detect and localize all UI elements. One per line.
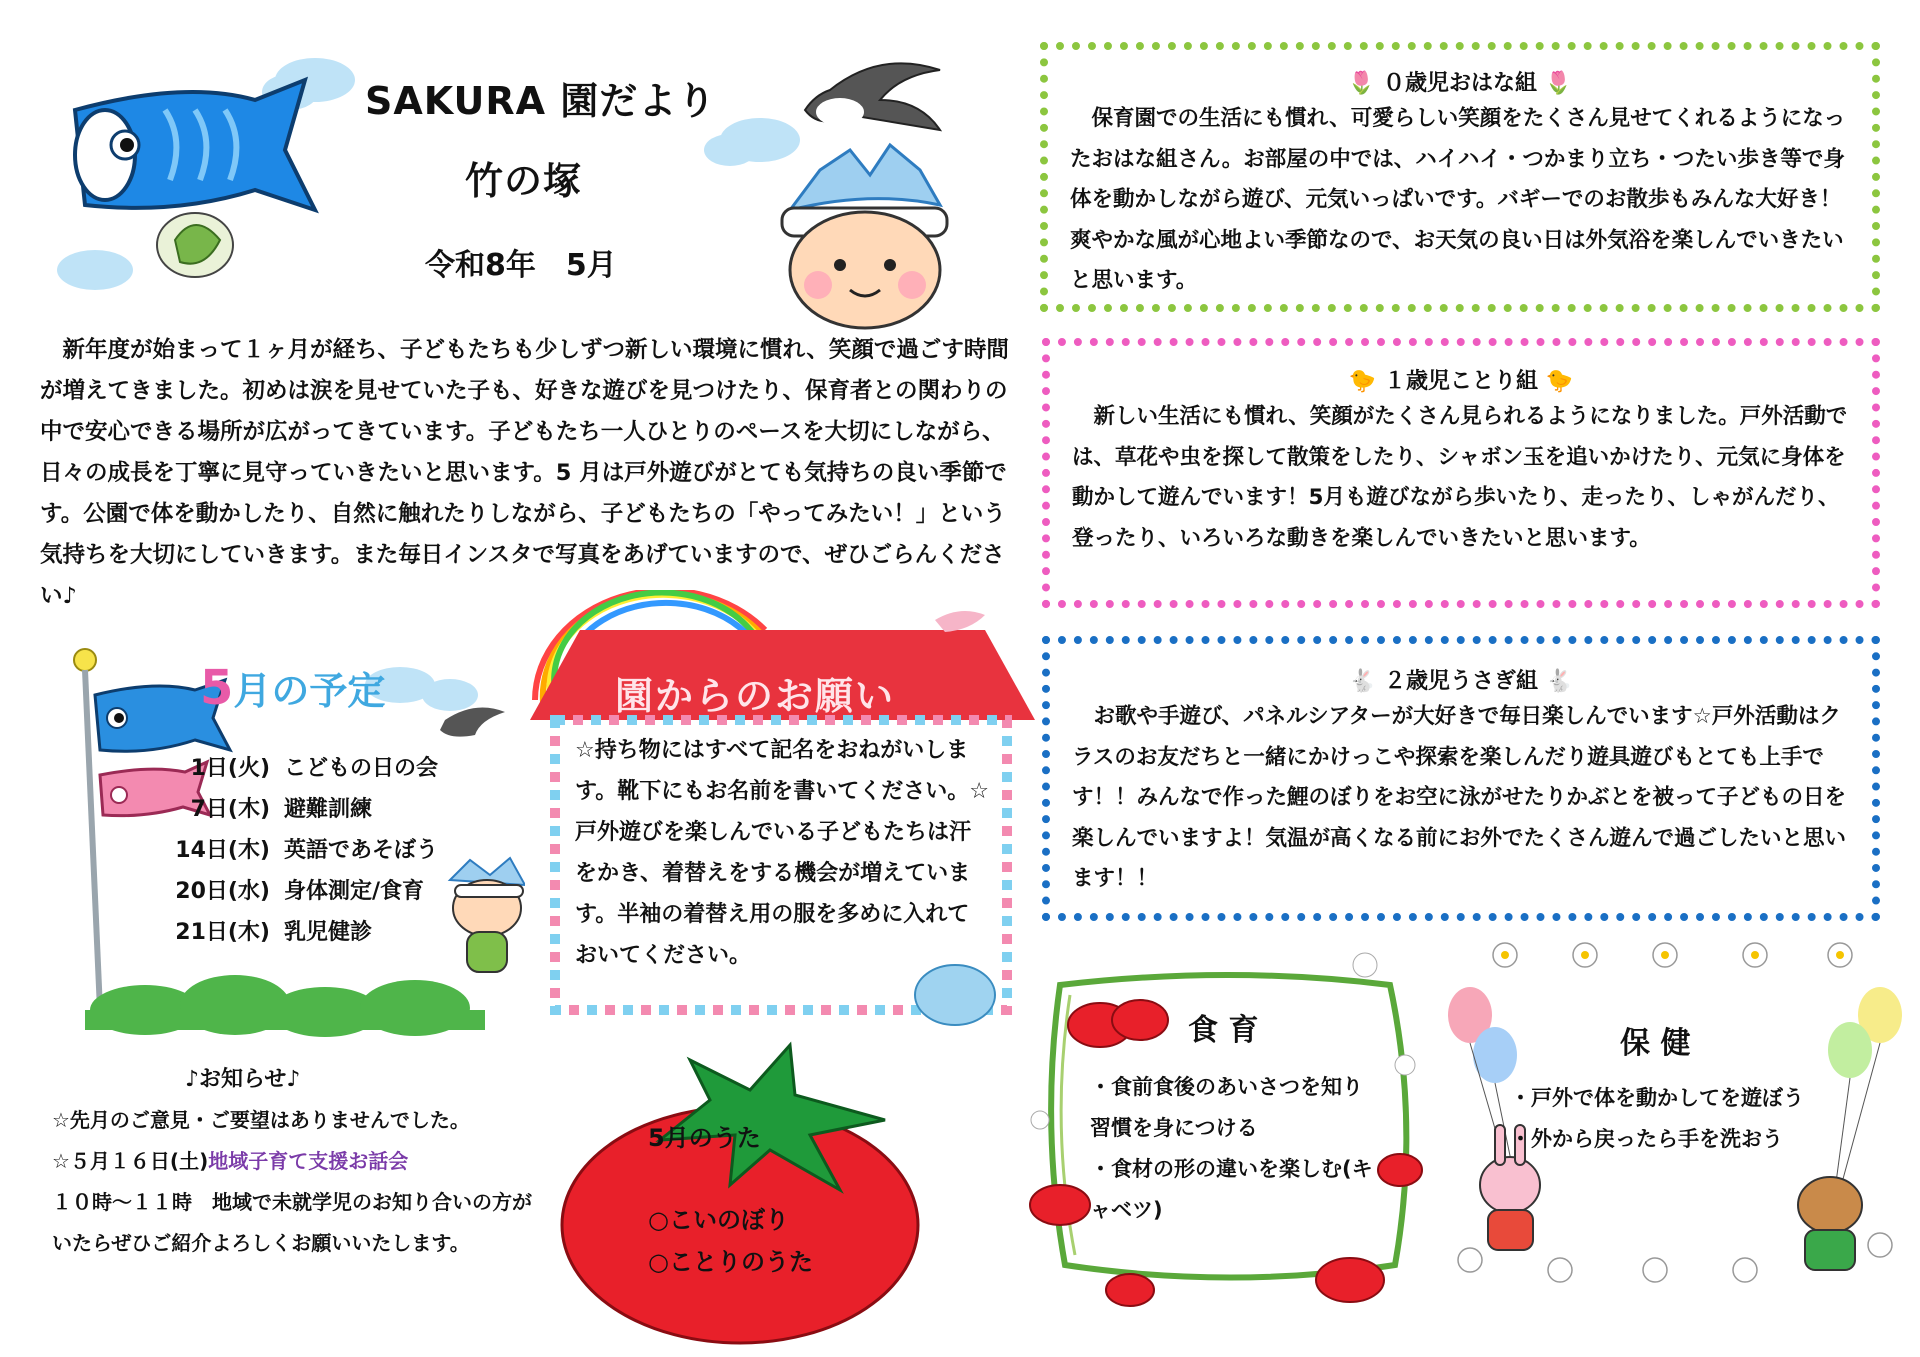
rabbit-icon: 🐇 [1348, 669, 1377, 694]
shokuiku-item-2: ・食材の形の違いを楽しむ(キャベツ) [1090, 1157, 1373, 1222]
schedule-event: 避難訓練 [284, 797, 373, 822]
schedule-date: 7日(木) [190, 797, 270, 822]
class2-text: お歌や手遊び、パネルシアターが大好きで毎日楽しんでいます☆戸外活動はクラスのお友だちと一緒にかけっこや探索を楽しんだり遊具遊びもとても上手です！！みんなで作った鯉のぼりをお空に泳がせたりかぶとを被って子どもの日を楽しんでいますよ！気温が高くなる前にお外でたくさん遊んで過ごしたいと思います！！ [1072, 704, 1847, 891]
school-name: 竹の塚 [465, 159, 583, 203]
class2-title: ２歳児うさぎ組 [1383, 669, 1538, 694]
news-event-date: ☆５月１６日(土) [52, 1149, 209, 1173]
chick-icon: 🐤 [1545, 369, 1574, 394]
schedule-list [150, 748, 438, 953]
song-item-2: ○ことりのうた [648, 1248, 813, 1276]
schedule-row [150, 871, 438, 912]
shokuiku-item-1: ・食前食後のあいさつを知り習慣を身につける [1090, 1075, 1363, 1140]
issue-date: 令和8年 5月 [425, 248, 617, 283]
class1-title-row [1072, 364, 1850, 395]
news-event-name: 地域子育て支援お話会 [208, 1149, 409, 1173]
song-item-1: ○こいのぼり [648, 1206, 789, 1234]
hoken-body [1510, 1078, 1850, 1160]
news-body [52, 1100, 542, 1264]
schedule-event: 身体測定/食育 [284, 879, 425, 904]
song-title: 5月のうた [648, 1124, 761, 1152]
class2-box [1042, 636, 1880, 921]
tulip-icon: 🌷 [1347, 71, 1376, 96]
schedule-title-number: 5 [200, 660, 234, 716]
schedule-row [150, 830, 438, 871]
schedule-date: 20日(水) [175, 879, 270, 904]
hoken-item-2: ・外から戻ったら手を洗おう [1510, 1127, 1783, 1151]
shokuiku-body [1090, 1067, 1380, 1231]
news-title: ♪お知らせ♪ [185, 1067, 301, 1092]
koinobori-illustration [55, 40, 355, 300]
schedule-event: 英語であそぼう [284, 838, 439, 863]
news-line3: １０時～１１時 地域で未就学児のお知り合いの方がいたらぜひご紹介よろしくお願いいたします。 [52, 1190, 532, 1255]
schedule-title-text: 月の予定 [233, 669, 386, 713]
class0-text: 保育園での生活にも慣れ、可愛らしい笑顔をたくさん見せてくれるようになったおはな組さん。お部屋の中では、ハイハイ・つかまり立ち・つたい歩き等で身体を動かしながら遊び、元気いっぱいです。バギーでのお散歩もみんな大好き！爽やかな風が心地よい季節なので、お天気の良い日は外気浴を楽しんでいきたいと思います。 [1070, 106, 1846, 293]
news-line1: ☆先月のご意見・ご要望はありませんでした。 [52, 1108, 470, 1132]
bird-and-boy-illustration [690, 40, 1010, 330]
class1-title: １歳児ことり組 [1383, 369, 1538, 394]
intro-paragraph: 新年度が始まって１ヶ月が経ち、子どもたちも少しずつ新しい環境に慣れ、笑顔で過ごす時間が増えてきました。初めは涙を見せていた子も、好きな遊びを見つけたり、保育者との関わりの中で安心できる場所が広がってきています。子どもたち一人ひとりのペースを大切にしながら、日々の成長を丁寧に見守っていきたいと思います。5 月は戸外遊びがとても気持ちの良い季節です。公園で体を動かしたり、自然に触れたりしながら、子どもたちの「やってみたい！」という気持ちを大切にしていきます。また毎日インスタで写真をあげていますので、ぜひごらんください♪ [40, 337, 1009, 609]
class1-box [1042, 338, 1880, 608]
schedule-date: 1日(火) [190, 756, 270, 781]
schedule-date: 14日(木) [175, 838, 270, 863]
news-line2 [52, 1141, 542, 1182]
request-title: 園からのお願い [615, 674, 896, 718]
newsletter-title: SAKURA 園だより [365, 79, 717, 123]
class0-title-row [1070, 66, 1850, 97]
schedule-row [150, 789, 438, 830]
class0-title: ０歳児おはな組 [1382, 71, 1537, 96]
schedule-title [200, 660, 385, 716]
request-text: ☆持ち物にはすべて記名をおねがいします。靴下にもお名前を書いてください。☆戸外遊びを楽しんでいる子どもたちは汗をかき、着替えをする機会が増えています。半袖の着替え用の服を多めに入れておいてください。 [575, 738, 989, 968]
tomato-illustration [540, 1040, 960, 1345]
chick-icon: 🐤 [1348, 369, 1377, 394]
schedule-event: こどもの日の会 [284, 756, 439, 781]
class1-text: 新しい生活にも慣れ、笑顔がたくさん見られるようになりました。戸外活動では、草花や虫を探して散策をしたり、シャボン玉を追いかけたり、元気に身体を動かして遊んでいます！5月も遊びながら歩いたり、走ったり、しゃがんだり、登ったり、いろいろな動きを楽しんでいきたいと思います。 [1072, 404, 1848, 551]
hoken-item-1: ・戸外で体を動かしてを遊ぼう [1510, 1086, 1804, 1110]
rabbit-icon: 🐇 [1545, 669, 1574, 694]
schedule-event: 乳児健診 [284, 920, 373, 945]
class2-title-row [1072, 664, 1850, 695]
class0-box [1040, 42, 1880, 312]
schedule-row [150, 912, 438, 953]
tulip-icon: 🌷 [1544, 71, 1573, 96]
hoken-title: 保 健 [1620, 1026, 1691, 1061]
schedule-row [150, 748, 438, 789]
shokuiku-title: 食 育 [1188, 1013, 1259, 1048]
schedule-date: 21日(木) [175, 920, 270, 945]
